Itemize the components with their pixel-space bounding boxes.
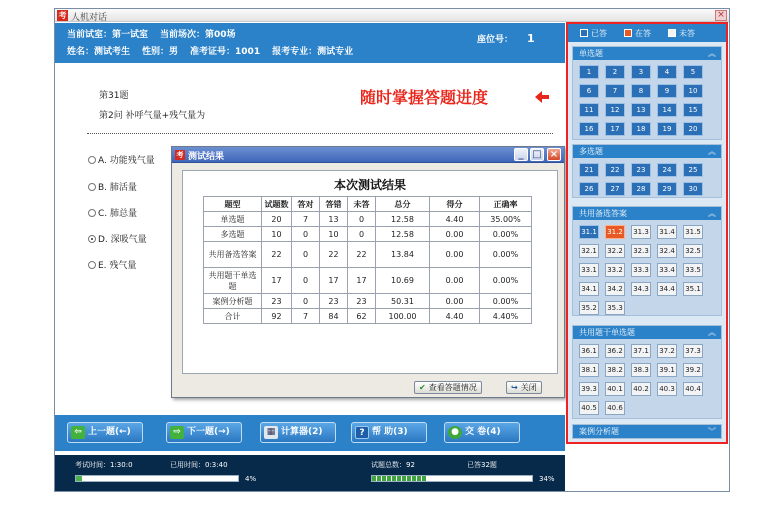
table-cell: 单选题	[204, 212, 262, 227]
table-cell: 23	[348, 294, 376, 309]
question-jump-button[interactable]: 31.4	[657, 225, 677, 239]
candidate-gender: 性别：男	[142, 47, 179, 57]
question-jump-button[interactable]: 38.1	[579, 363, 599, 377]
question-jump-button[interactable]: 40.5	[579, 401, 599, 415]
table-cell: 0	[292, 242, 320, 268]
table-cell: 22	[262, 242, 292, 268]
question-jump-button[interactable]: 27	[605, 182, 625, 196]
answer-progress-bar	[371, 475, 533, 482]
question-jump-button[interactable]: 38.3	[631, 363, 651, 377]
question-jump-button[interactable]: 16	[579, 122, 599, 136]
exit-arrow-icon: ↪	[511, 383, 518, 392]
table-cell: 20	[262, 212, 292, 227]
candidate-info	[67, 44, 365, 57]
collapse-icon[interactable]: ︽	[708, 209, 716, 218]
column-header: 试题数	[262, 197, 292, 212]
section-header[interactable]	[573, 425, 721, 438]
calculator-icon: ▦	[264, 426, 278, 439]
time-progress-percent: 4%	[245, 475, 257, 483]
section-header[interactable]	[573, 47, 721, 60]
table-cell: 4.40	[430, 309, 480, 324]
table-row	[204, 227, 532, 242]
question-stem: 第2问 补呼气量+残气量为	[99, 111, 206, 121]
column-header: 正确率	[480, 197, 532, 212]
radio-button-icon[interactable]	[88, 261, 96, 269]
progress-annotation: 随时掌握答题进度	[360, 88, 489, 107]
section-header[interactable]	[573, 145, 721, 158]
question-jump-button[interactable]: 22	[605, 163, 625, 177]
table-cell: 10	[262, 227, 292, 242]
answered-swatch	[580, 29, 588, 37]
calculator-button[interactable]	[260, 422, 336, 443]
question-jump-button[interactable]: 40.2	[631, 382, 651, 396]
table-row	[204, 212, 532, 227]
section-header[interactable]	[573, 326, 721, 339]
submit-button[interactable]	[444, 422, 520, 443]
question-jump-button[interactable]: 32.1	[579, 244, 599, 258]
session-info	[67, 27, 248, 40]
prev-label: 上一题(←)	[88, 427, 131, 437]
status-legend	[568, 24, 726, 42]
collapse-icon[interactable]: ︽	[708, 49, 716, 58]
option-b[interactable]	[88, 180, 137, 193]
question-jump-button[interactable]: 6	[579, 84, 599, 98]
answer-progress-fill	[372, 476, 426, 481]
question-jump-button[interactable]: 28	[631, 182, 651, 196]
option-a[interactable]	[88, 153, 155, 166]
option-e[interactable]	[88, 258, 136, 271]
table-row	[204, 268, 532, 294]
question-jump-button[interactable]: 15	[683, 103, 703, 117]
table-cell: 0	[292, 268, 320, 294]
legend-answered	[580, 28, 607, 39]
question-jump-button[interactable]: 40.4	[683, 382, 703, 396]
option-label: A. 功能残气量	[98, 156, 155, 166]
question-jump-button[interactable]: 35.3	[605, 301, 625, 315]
table-cell: 0.00%	[480, 268, 532, 294]
table-cell: 0.00%	[480, 242, 532, 268]
test-result-dialog	[171, 146, 565, 398]
legend-label: 在答	[635, 29, 651, 38]
current-swatch	[624, 29, 632, 37]
question-jump-button[interactable]: 3	[631, 65, 651, 79]
table-row	[204, 309, 532, 324]
table-cell: 35.00%	[480, 212, 532, 227]
table-cell: 100.00	[376, 309, 430, 324]
column-header: 答错	[320, 197, 348, 212]
help-label: 帮 助(3)	[372, 427, 408, 437]
table-cell: 案例分析题	[204, 294, 262, 309]
question-jump-button[interactable]: 40.6	[605, 401, 625, 415]
table-cell: 0.00	[430, 227, 480, 242]
column-header: 得分	[430, 197, 480, 212]
question-jump-button[interactable]: 36.2	[605, 344, 625, 358]
legend-label: 已答	[591, 29, 607, 38]
question-jump-button[interactable]: 12	[605, 103, 625, 117]
question-jump-button[interactable]: 5	[683, 65, 703, 79]
collapse-icon[interactable]: ︽	[708, 147, 716, 156]
table-cell: 0	[292, 227, 320, 242]
table-cell: 合计	[204, 309, 262, 324]
table-cell: 92	[262, 309, 292, 324]
navigation-bar	[55, 415, 565, 451]
table-cell: 0	[292, 294, 320, 309]
section-title: 共用题干单选题	[579, 328, 635, 337]
left-arrow-icon	[535, 91, 549, 103]
question-jump-button[interactable]: 40.3	[657, 382, 677, 396]
question-jump-button[interactable]: 18	[631, 122, 651, 136]
maximize-button[interactable]: □	[530, 148, 544, 161]
question-jump-button[interactable]: 40.1	[605, 382, 625, 396]
seat-value: 1	[527, 32, 535, 45]
admission-number: 准考证号：1001	[190, 47, 261, 57]
question-jump-button[interactable]: 35.1	[683, 282, 703, 296]
table-cell: 10	[320, 227, 348, 242]
question-jump-button[interactable]: 31.5	[683, 225, 703, 239]
question-jump-button[interactable]: 32.3	[631, 244, 651, 258]
section-title: 单选题	[579, 49, 603, 58]
table-cell: 17	[320, 268, 348, 294]
section-shared-stem	[572, 325, 722, 419]
question-jump-button[interactable]: 37.1	[631, 344, 651, 358]
section-header[interactable]	[573, 207, 721, 220]
help-button[interactable]	[351, 422, 427, 443]
table-cell: 84	[320, 309, 348, 324]
option-label: C. 肺总量	[98, 209, 138, 219]
question-jump-button[interactable]: 32.2	[605, 244, 625, 258]
question-jump-button[interactable]: 36.1	[579, 344, 599, 358]
question-jump-button[interactable]: 19	[657, 122, 677, 136]
used-time: 已用时间：0:3:40	[170, 461, 228, 469]
question-jump-button[interactable]: 2	[605, 65, 625, 79]
question-jump-button[interactable]: 20	[683, 122, 703, 136]
unanswered-swatch	[668, 29, 676, 37]
window-title: 人机对话	[71, 13, 108, 23]
option-c[interactable]	[88, 206, 137, 219]
question-jump-button[interactable]: 39.3	[579, 382, 599, 396]
question-jump-button[interactable]: 39.1	[657, 363, 677, 377]
question-jump-button[interactable]: 33.4	[657, 263, 677, 277]
question-jump-button[interactable]: 37.3	[683, 344, 703, 358]
question-jump-button[interactable]: 24	[657, 163, 677, 177]
table-cell: 0.00	[430, 294, 480, 309]
question-jump-button[interactable]: 34.2	[605, 282, 625, 296]
question-jump-button[interactable]: 39.2	[683, 363, 703, 377]
table-cell: 4.40	[430, 212, 480, 227]
table-cell: 10.69	[376, 268, 430, 294]
option-label: D. 深吸气量	[98, 235, 147, 245]
candidate-major: 报考专业：测试专业	[272, 47, 354, 57]
calc-label: 计算器(2)	[281, 427, 323, 437]
table-cell: 23	[262, 294, 292, 309]
question-jump-button[interactable]: 1	[579, 65, 599, 79]
question-jump-button[interactable]: 10	[683, 84, 703, 98]
submit-icon: ●	[448, 426, 462, 439]
next-label: 下一题(→)	[187, 427, 230, 437]
table-cell: 23	[320, 294, 348, 309]
arrow-left-icon: ⇦	[71, 426, 85, 439]
window-close-button[interactable]: ×	[715, 10, 727, 21]
question-navigator-panel	[566, 22, 728, 444]
question-jump-button[interactable]: 33.3	[631, 263, 651, 277]
question-number: 第31题	[99, 91, 129, 101]
time-progress-fill	[76, 476, 82, 481]
question-jump-button[interactable]: 26	[579, 182, 599, 196]
table-cell: 17	[348, 268, 376, 294]
section-multiple-choice	[572, 144, 722, 198]
app-logo-icon: 考	[58, 11, 67, 20]
result-panel	[182, 170, 558, 374]
help-icon: ?	[355, 426, 369, 439]
column-header: 题型	[204, 197, 262, 212]
question-jump-button[interactable]: 9	[657, 84, 677, 98]
view-answers-label: 查看答题情况	[428, 383, 477, 392]
time-progress-bar	[75, 475, 239, 482]
question-jump-button[interactable]: 34.3	[631, 282, 651, 296]
next-question-button[interactable]	[166, 422, 242, 443]
check-icon: ✔	[419, 383, 426, 392]
section-title: 多选题	[579, 147, 603, 156]
question-jump-button[interactable]: 34.1	[579, 282, 599, 296]
question-jump-button[interactable]: 17	[605, 122, 625, 136]
option-label: B. 肺活量	[98, 183, 137, 193]
question-jump-button[interactable]: 31.1	[579, 225, 599, 239]
dialog-close-button[interactable]: ×	[547, 148, 561, 161]
result-heading: 本次测试结果	[333, 178, 406, 192]
radio-button-icon[interactable]	[88, 209, 96, 217]
column-header: 答对	[292, 197, 320, 212]
question-jump-button[interactable]: 35.2	[579, 301, 599, 315]
expand-icon[interactable]: ︾	[708, 427, 716, 436]
table-cell: 共用题干单选题	[204, 268, 262, 294]
view-answers-button[interactable]	[414, 381, 482, 394]
table-cell: 50.31	[376, 294, 430, 309]
legend-label: 未答	[679, 29, 695, 38]
dialog-title: 测试结果	[188, 152, 225, 162]
answered-count: 已答32题	[467, 461, 497, 469]
candidate-info-header	[55, 23, 565, 63]
collapse-icon[interactable]: ︽	[708, 328, 716, 337]
table-cell: 12.58	[376, 227, 430, 242]
option-label: E. 残气量	[98, 261, 137, 271]
current-room: 当前试室：第一试室	[67, 30, 149, 40]
section-title: 案例分析题	[579, 427, 619, 436]
dialog-title-bar	[172, 147, 564, 163]
question-jump-button[interactable]: 34.4	[657, 282, 677, 296]
table-row	[204, 294, 532, 309]
table-cell: 22	[348, 242, 376, 268]
table-cell: 0.00	[430, 242, 480, 268]
status-bar	[55, 455, 565, 491]
question-jump-button[interactable]: 8	[631, 84, 651, 98]
table-cell: 0.00%	[480, 294, 532, 309]
question-jump-button[interactable]: 30	[683, 182, 703, 196]
table-cell: 共用备选答案	[204, 242, 262, 268]
close-label: 关闭	[520, 383, 537, 392]
table-cell: 0	[348, 227, 376, 242]
question-jump-button[interactable]: 13	[631, 103, 651, 117]
table-cell: 0.00	[430, 268, 480, 294]
question-jump-button[interactable]: 29	[657, 182, 677, 196]
table-cell: 17	[262, 268, 292, 294]
table-cell: 0	[348, 212, 376, 227]
question-jump-button[interactable]: 33.1	[579, 263, 599, 277]
candidate-name: 姓名：测试考生	[67, 47, 131, 57]
table-cell: 4.40%	[480, 309, 532, 324]
section-shared-options	[572, 206, 722, 316]
column-header: 总分	[376, 197, 430, 212]
seat-number	[477, 32, 535, 45]
question-jump-button[interactable]: 32.5	[683, 244, 703, 258]
table-row	[204, 242, 532, 268]
question-jump-button[interactable]: 32.4	[657, 244, 677, 258]
table-cell: 0.00%	[480, 227, 532, 242]
table-cell: 13.84	[376, 242, 430, 268]
legend-current	[624, 28, 651, 39]
question-jump-button[interactable]: 38.2	[605, 363, 625, 377]
title-bar	[55, 9, 729, 22]
section-title: 共用备选答案	[579, 209, 627, 218]
submit-label: 交 卷(4)	[465, 427, 501, 437]
table-cell: 7	[292, 309, 320, 324]
prev-question-button[interactable]	[67, 422, 143, 443]
question-jump-button[interactable]: 31.2	[605, 225, 625, 239]
section-single-choice	[572, 46, 722, 140]
question-jump-button[interactable]: 11	[579, 103, 599, 117]
exam-time: 考试时间：1:30:0	[75, 461, 133, 469]
minimize-button[interactable]: _	[514, 148, 528, 161]
question-jump-button[interactable]: 25	[683, 163, 703, 177]
option-d[interactable]	[88, 232, 147, 245]
question-jump-button[interactable]: 33.2	[605, 263, 625, 277]
dialog-close-text-button[interactable]	[506, 381, 542, 394]
arrow-right-icon: ⇨	[170, 426, 184, 439]
table-cell: 13	[320, 212, 348, 227]
question-jump-button[interactable]: 37.2	[657, 344, 677, 358]
answer-progress-percent: 34%	[539, 475, 555, 483]
question-divider	[87, 133, 553, 134]
section-case-analysis	[572, 424, 722, 439]
current-session: 当前场次：第00场	[160, 30, 236, 40]
table-cell: 62	[348, 309, 376, 324]
seat-label: 座位号：	[477, 35, 514, 45]
table-cell: 多选题	[204, 227, 262, 242]
column-header: 未答	[348, 197, 376, 212]
question-jump-button[interactable]: 4	[657, 65, 677, 79]
legend-unanswered	[668, 28, 695, 39]
result-table	[203, 196, 532, 324]
question-jump-button[interactable]: 21	[579, 163, 599, 177]
table-cell: 7	[292, 212, 320, 227]
total-questions: 试题总数：92	[371, 461, 415, 469]
question-jump-button[interactable]: 31.3	[631, 225, 651, 239]
radio-button-icon[interactable]	[88, 183, 96, 191]
question-jump-button[interactable]: 23	[631, 163, 651, 177]
radio-button-icon[interactable]	[88, 156, 96, 164]
radio-button-selected-icon[interactable]	[88, 235, 96, 243]
question-jump-button[interactable]: 14	[657, 103, 677, 117]
table-cell: 12.58	[376, 212, 430, 227]
question-jump-button[interactable]: 33.5	[683, 263, 703, 277]
dialog-logo-icon: 考	[176, 151, 184, 159]
question-jump-button[interactable]: 7	[605, 84, 625, 98]
table-cell: 22	[320, 242, 348, 268]
